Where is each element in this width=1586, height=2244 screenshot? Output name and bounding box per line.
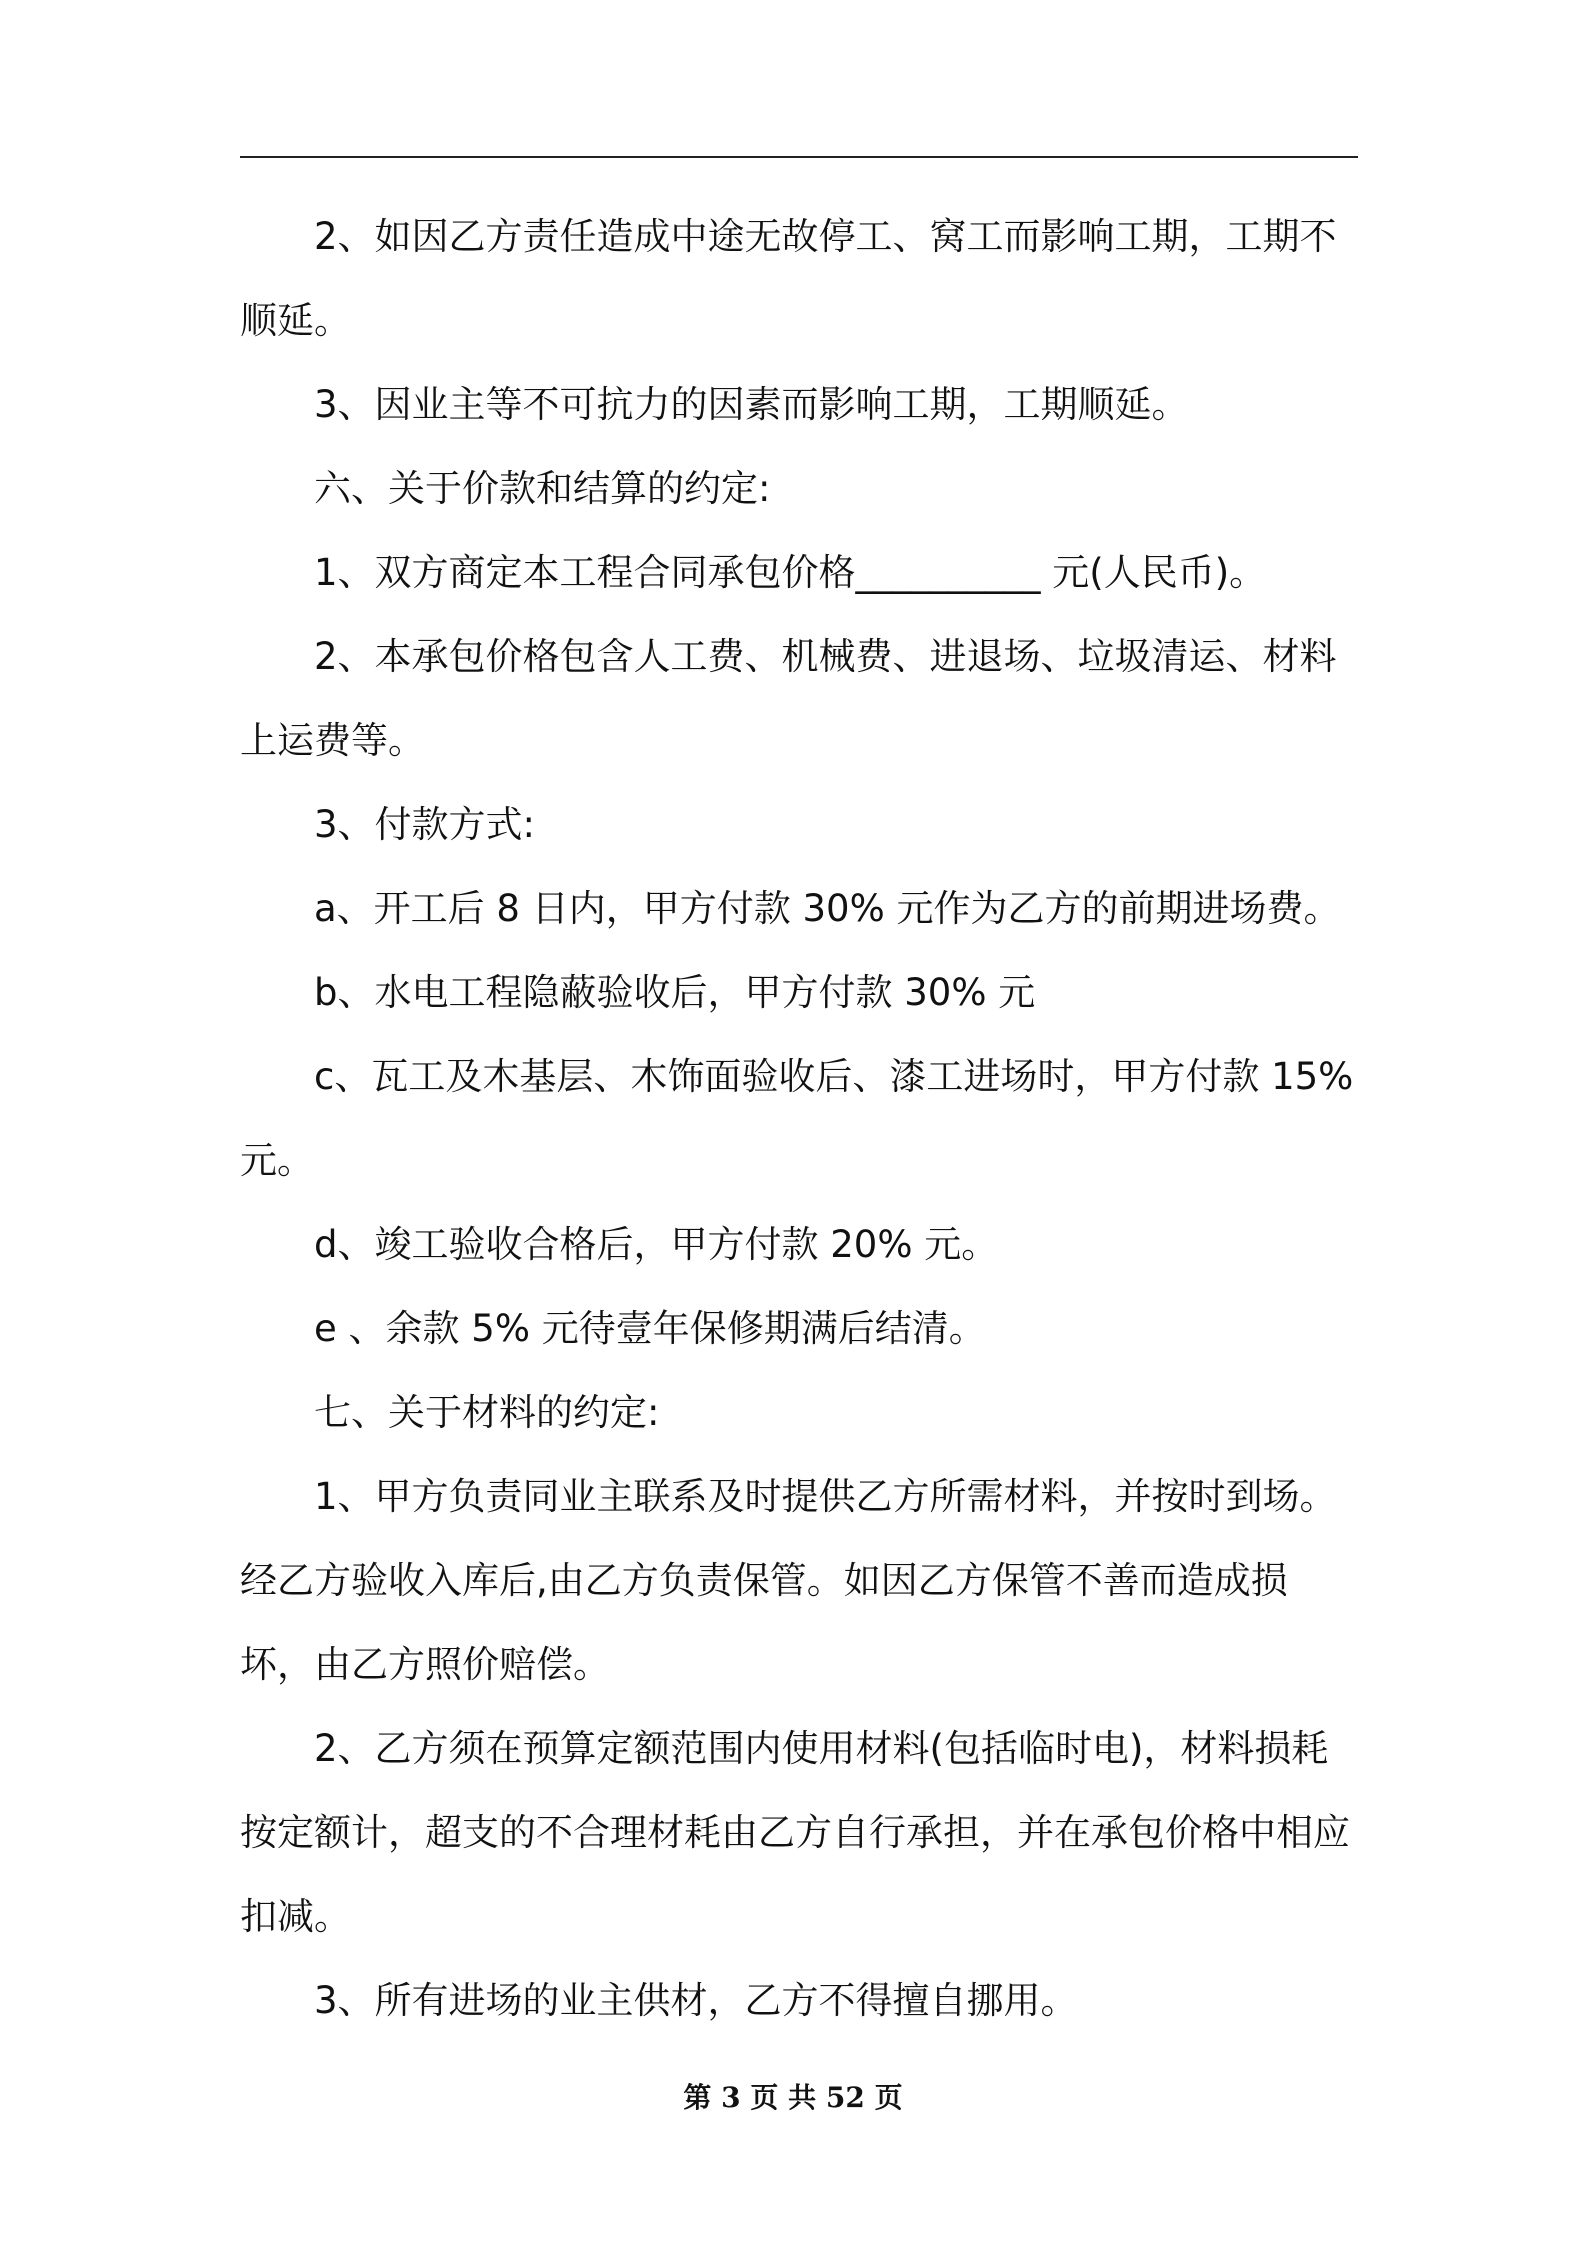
paragraph: 3、因业主等不可抗力的因素而影响工期，工期顺延。: [314, 383, 1189, 426]
paragraph: 1、双方商定本工程合同承包价格__________ 元(人民币)。: [314, 551, 1267, 594]
paragraph: 2、本承包价格包含人工费、机械费、进退场、垃圾清运、材料上运费等。: [240, 635, 1337, 762]
paragraph: 3、付款方式:: [314, 803, 536, 846]
payment-item: b、水电工程隐蔽验收后，甲方付款 30% 元: [314, 971, 1036, 1014]
page-number: 第 3 页 共 52 页: [683, 2081, 903, 2114]
header-divider: [240, 156, 1358, 158]
section-heading: 七、关于材料的约定:: [314, 1391, 660, 1434]
payment-item: a、开工后 8 日内，甲方付款 30% 元作为乙方的前期进场费。: [314, 887, 1341, 930]
paragraph: 2、如因乙方责任造成中途无故停工、窝工而影响工期，工期不顺延。: [240, 215, 1337, 342]
section-heading: 六、关于价款和结算的约定:: [314, 467, 771, 510]
document-body: [240, 195, 1358, 2043]
payment-item: c、瓦工及木基层、木饰面验收后、漆工进场时，甲方付款 15%元。: [240, 1055, 1354, 1182]
paragraph: 3、所有进场的业主供材，乙方不得擅自挪用。: [314, 1979, 1078, 2022]
paragraph: 1、甲方负责同业主联系及时提供乙方所需材料，并按时到场。经乙方验收入库后,由乙方负责保管。如因乙方保管不善而造成损坏，由乙方照价赔偿。: [240, 1475, 1337, 1686]
paragraph: 2、乙方须在预算定额范围内使用材料(包括临时电)，材料损耗按定额计，超支的不合理材耗由乙方自行承担，并在承包价格中相应扣减。: [240, 1727, 1350, 1938]
payment-item: e 、余款 5% 元待壹年保修期满后结清。: [314, 1307, 986, 1350]
payment-item: d、竣工验收合格后，甲方付款 20% 元。: [314, 1223, 999, 1266]
